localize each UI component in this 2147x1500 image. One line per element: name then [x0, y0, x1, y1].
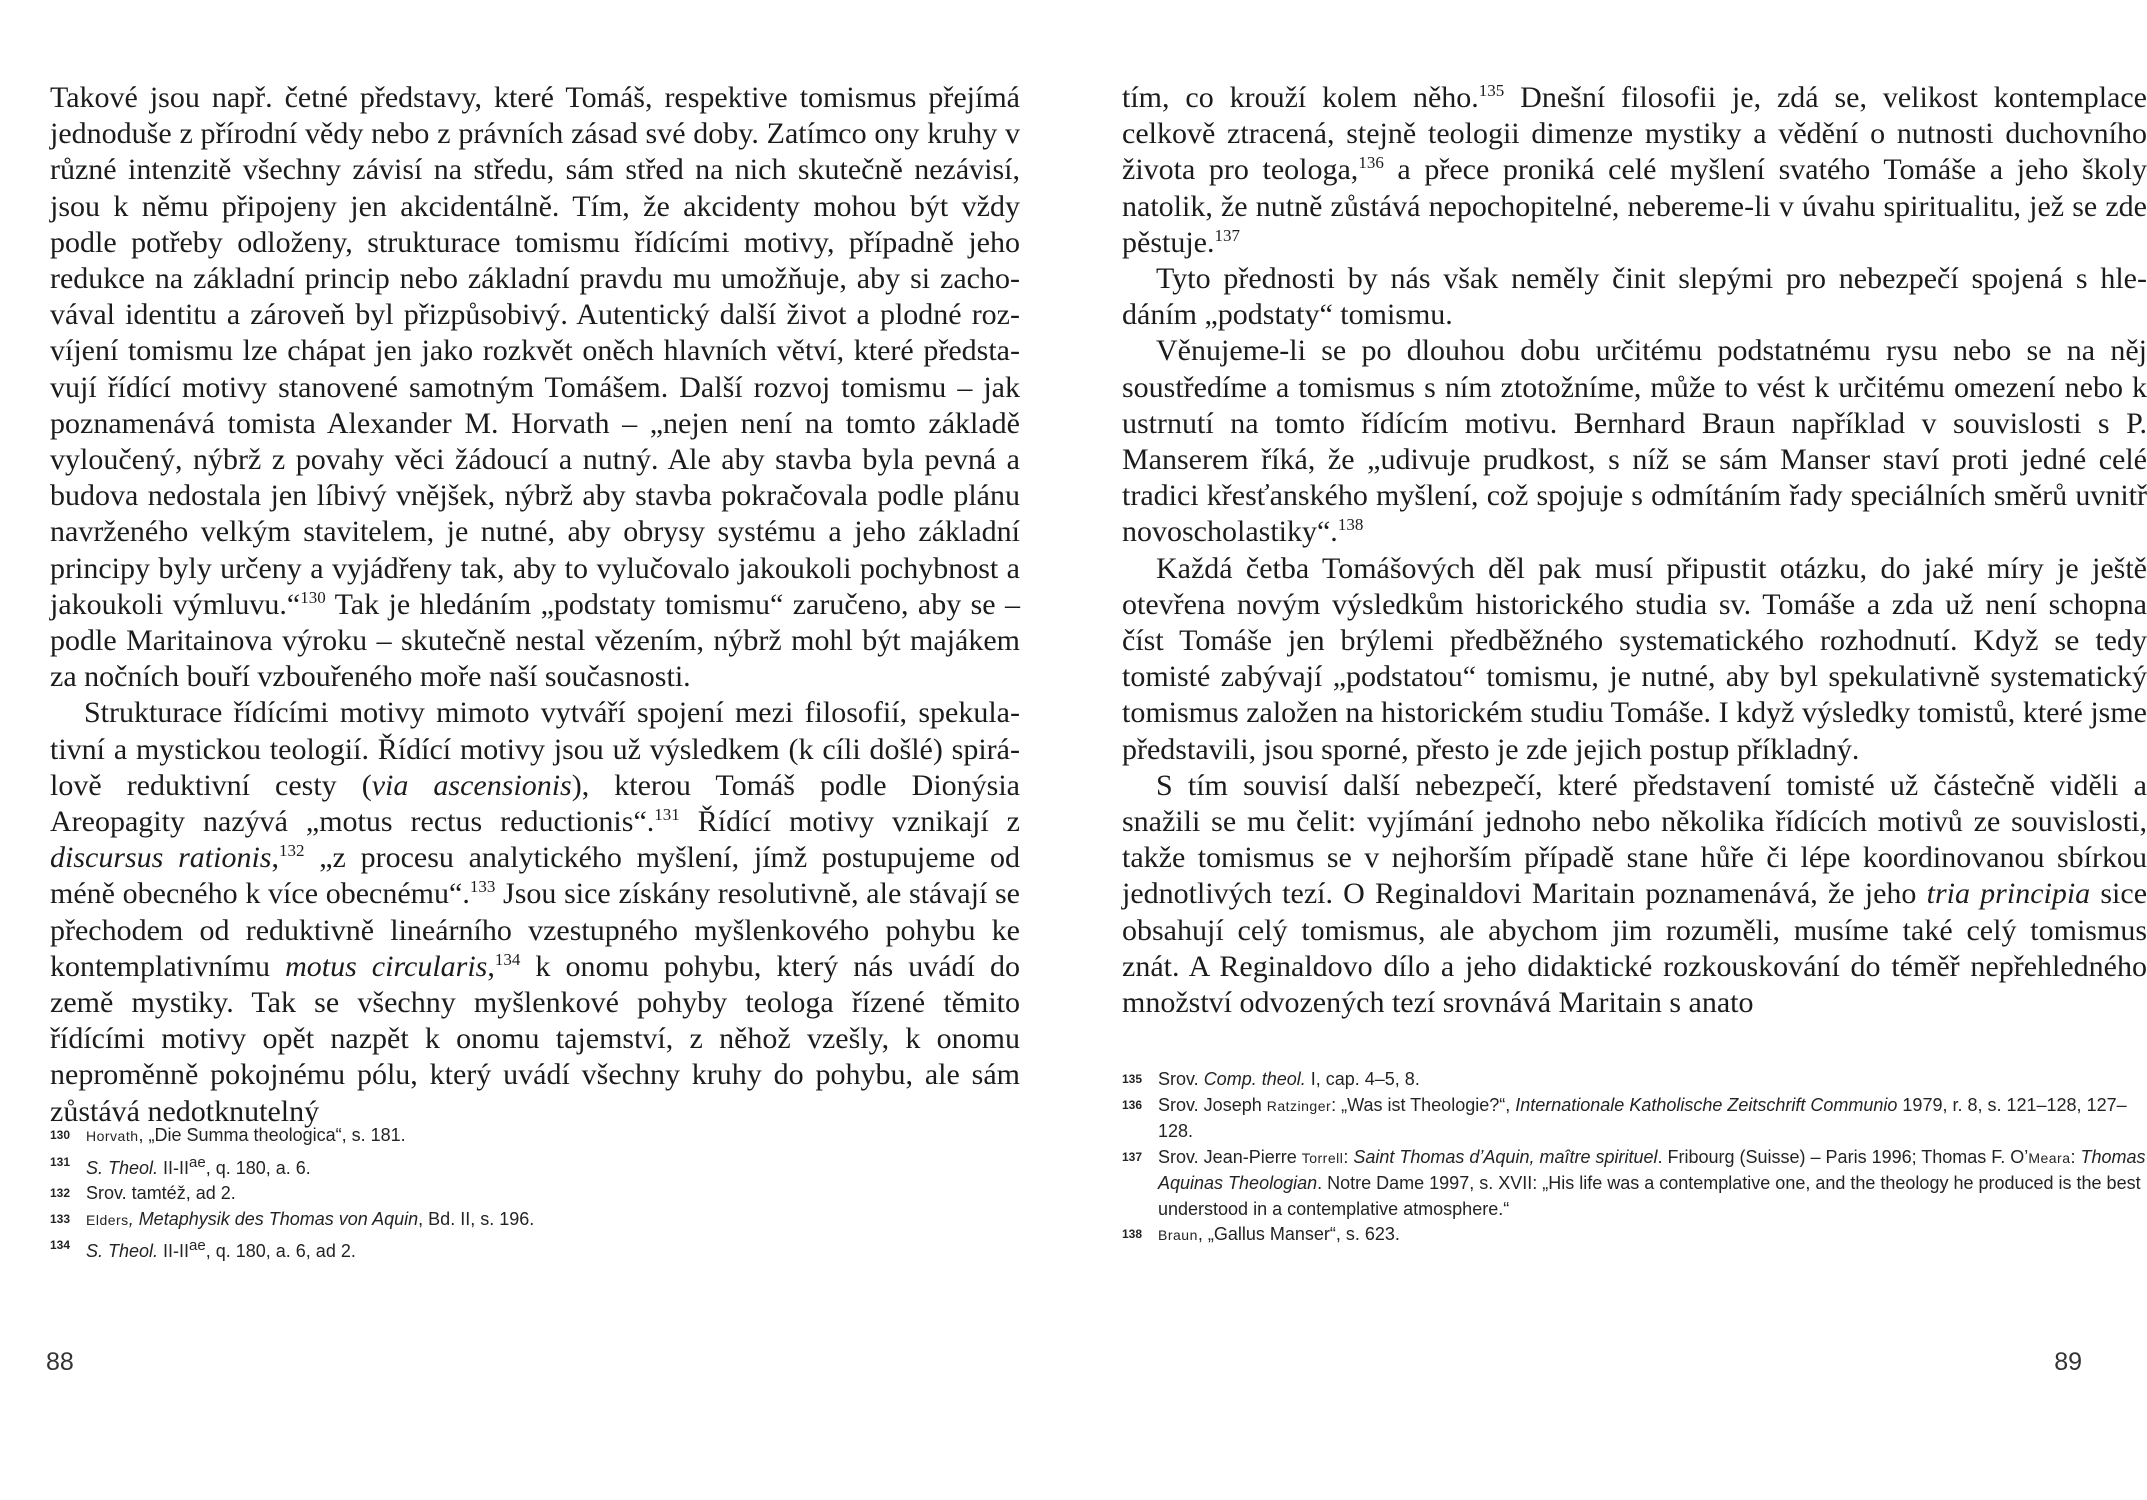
footnote-ref-136: 136 — [1358, 153, 1384, 173]
text-run: , — [487, 949, 495, 983]
text-run: Tyto přednosti by nás však neměly činit slepými pro nebezpečí spojená s hledáním „podstaty“ tomismu. — [1122, 262, 2147, 332]
text-run: Strukturace řídícími motivy mimoto vytváří spojení mezi filosofií, spekulativní a mystickou teologií. Řídící motivy jsou už výsledkem (k cíli došlé) spirálově reduktivní cesty ( — [50, 696, 1020, 802]
text-run: Jsou sice získány resolutivně, ale stávají se přechodem od reduktivně lineárního vzestupného myšlenkového pohybu ke kontemplativnímu — [50, 877, 1020, 983]
text-run: Takové jsou např. četné představy, které Tomáš, respektive tomismus přejímá jednoduše z přírodní vědy nebo z právních zásad své doby. Zatímco ony kruhy v různé intenzitě všechny závisí na středu, sám střed na nich skutečně nezávisí, jsou k němu připojeny jen akcidentálně. Tím, že akcidenty mohou být vždy podle potřeby odloženy, strukturace tomismu řídícími motivy, případně jeho redukce na základní princip nebo základní pravdu mu umožňuje, aby si zachovával identitu a zároveň byl přizpůsobivý. Autentický další život a plodné rozvíjení tomismu lze chápat jen jako rozkvět oněch hlavních větví, které představují řídící motivy stanovené samotným Tomášem. Další rozvoj tomismu – jak poznamenává tomista Alexander M. Horvath – „nejen není na tomto základě vyloučený, nýbrž z povahy věci žádoucí a nutný. Ale aby stavba byla pevná a budova nedostala jen líbivý vnějšek, nýbrž aby stavba pokračovala podle plánu navrženého velkým stavitelem, je nutné, aby obrysy systému a jeho základní principy byly určeny a vyjádřeny tak, aby to vylučovalo jakoukoli pochybnost a jakoukoli výmluvu.“ — [50, 81, 1020, 621]
page-number: 89 — [2054, 1348, 2082, 1376]
author-name: Braun — [1158, 1227, 1198, 1243]
footnote-number: 134 — [50, 1238, 71, 1252]
paragraph — [1122, 768, 2147, 1021]
footnote — [50, 1181, 1020, 1207]
work-title: S. Theol. — [86, 1241, 159, 1261]
footnote-number: 130 — [50, 1128, 71, 1142]
right-footnotes — [1122, 1067, 2147, 1249]
superscript: ae — [189, 1153, 206, 1171]
text-run: S tím souvisí další nebezpečí, které představení tomisté už částečně viděli a snažili se mu čelit: vyjímání jednoho nebo několika řídících motivů ze souvislosti, takže tomismus se v nejhorším případě stane hůře či lépe koordinovanou sbírkou jednotlivých tezí. O Reginaldovi Maritain poznamenává, že jeho — [1122, 768, 2147, 911]
footnote-text: Srov. Jean-Pierre — [1158, 1146, 1302, 1167]
footnote — [50, 1123, 1020, 1150]
footnote — [1122, 1093, 2147, 1145]
footnote-text: , Bd. II, s. 196. — [418, 1208, 535, 1229]
footnote-text: II-II — [158, 1241, 190, 1261]
left-footnotes — [50, 1123, 1020, 1265]
text-run: sice obsahují celý tomismus, ale abychom jim rozuměli, musíme také celý tomismus znát. A Reginaldovo dílo a jeho didaktické rozkouskování do téměř nepřehledného množství odvozených tezí srovnává Maritain s anato — [1122, 877, 2147, 1020]
text-run: Věnujeme-li se po dlouhou dobu určitému podstatnému rysu nebo se na něj soustředíme a tomismus s ním ztotožníme, může to vést k určitému omezení nebo k ustrnutí na tomto řídícím motivu. Bernhard Braun například v souvislosti s P. Manserem říká, že „udivuje prudkost, s níž se sám Manser staví proti jedné celé tradici křesťanského myšlení, což spojuje s odmítáním řady speciálních směrů uvnitř novoscholastiky“. — [1122, 334, 2147, 549]
footnote-ref-133: 133 — [469, 877, 496, 897]
footnote-ref-137: 137 — [1214, 225, 1240, 245]
footnote-text: , „Die Summa theologica“, s. 181. — [138, 1125, 406, 1145]
italic-term: via ascensionis — [371, 768, 572, 802]
paragraph — [1122, 333, 2147, 550]
footnote-number: 138 — [1122, 1227, 1143, 1241]
footnote-text: II-II — [158, 1157, 190, 1178]
footnote-ref-138: 138 — [1337, 515, 1364, 535]
author-name: Horvath — [86, 1128, 139, 1144]
superscript: ae — [189, 1237, 206, 1254]
text-run: Tak je hledáním „podstaty tomismu“ zaručeno, aby se – podle Maritainova výroku – skutečně nestal vězením, nýbrž mohl být majákem za nočních bouří vzbouřeného moře naší současnosti. — [50, 587, 1021, 694]
text-run: , — [271, 841, 279, 875]
footnote-number: 133 — [50, 1211, 71, 1226]
footnote-ref-134: 134 — [494, 949, 521, 969]
footnote — [50, 1150, 1020, 1182]
work-title: Thomas Aquinas Theologian — [1158, 1146, 2146, 1193]
footnote-text: Srov. tamtéž, ad 2. — [86, 1183, 236, 1203]
footnote-text: 1979, r. 8, s. 121–128, 127–128. — [1158, 1094, 2127, 1141]
footnote-text: Srov. — [1158, 1069, 1204, 1089]
italic-term: discursus rationis — [50, 841, 272, 875]
footnote-text: I, cap. 4–5, 8. — [1305, 1069, 1420, 1089]
paragraph — [1122, 261, 2147, 333]
footnote-text: : — [1343, 1146, 1354, 1167]
work-title: , Metaphysik des Thomas von Aquin — [128, 1208, 419, 1229]
footnote-ref-135: 135 — [1478, 81, 1505, 100]
footnote-text: , q. 180, a. 6. — [205, 1157, 311, 1178]
footnote — [1122, 1145, 2147, 1223]
work-title: Saint Thomas d’Aquin, maître spirituel — [1353, 1146, 1658, 1167]
footnote-text: , q. 180, a. 6, ad 2. — [205, 1241, 356, 1261]
footnote-text: , „Gallus Manser“, s. 623. — [1197, 1224, 1400, 1244]
text-run: Řídící motivy vznikají z — [679, 805, 1020, 839]
page-number: 88 — [46, 1348, 74, 1376]
italic-term: tria principia — [1926, 877, 2091, 911]
paragraph — [1122, 80, 2147, 261]
text-run: a přece proniká celé myšlení svatého Tomáše a jeho školy natolik, že nutně zůstává nepochopitelné, nebereme-li v úvahu spiritualitu, jež se zde pěstuje. — [1122, 153, 2147, 259]
text-run: ), kterou Tomáš podle Dionýsia Areopagity nazývá „motus rectus reductionis“. — [50, 768, 1020, 839]
footnote-ref-131: 131 — [654, 805, 680, 825]
right-body-text — [1122, 80, 2147, 1021]
footnote-text: . Notre Dame 1997, s. XVII: „His life was a contemplative one, and the theology he produced is the best understood in a contemplative atmosphere.“ — [1158, 1173, 2141, 1219]
footnote-number: 132 — [50, 1186, 71, 1200]
author-name: Meara — [2028, 1149, 2071, 1166]
footnote-number: 137 — [1122, 1149, 1143, 1164]
footnote — [50, 1233, 1020, 1265]
author-name: Elders — [86, 1211, 129, 1228]
footnote-text: Srov. Joseph — [1158, 1094, 1267, 1115]
footnote-text: : „Was ist Theologie?“, — [1331, 1094, 1516, 1115]
left-body-text — [50, 80, 1020, 1130]
footnote-text: . Fribourg (Suisse) – Paris 1996; Thomas F. O’ — [1657, 1146, 2029, 1167]
author-name: Ratzinger — [1266, 1097, 1332, 1114]
text-run: k onomu pohybu, který nás uvádí do země mystiky. Tak se všechny myšlenkové pohyby teologa řízené těmito řídícími motivy opět nazpět k onomu tajemství, z něhož vzešly, k onomu neproměnně pokojnému pólu, který uvádí všechny kruhy do pohybu, ale sám zůstává nedotknutelný — [50, 949, 1020, 1128]
footnote-number: 135 — [1122, 1072, 1143, 1086]
work-title: S. Theol. — [86, 1157, 159, 1178]
italic-term: motus circularis — [285, 949, 488, 983]
paragraph — [50, 695, 1020, 1129]
author-name: Torrell — [1301, 1149, 1344, 1166]
right-page — [1061, 0, 2147, 1500]
text-run: Dnešní filosofii je, zdá se, velikost kontemplace celkově ztracená, stejně teologii dimenze mystiky a vědění o nutnosti duchovního života pro teologa, — [1122, 81, 2147, 187]
footnote — [1122, 1222, 2147, 1249]
paragraph — [1122, 551, 2147, 768]
footnote-number: 131 — [50, 1154, 71, 1169]
footnote-text: : — [2070, 1146, 2081, 1167]
text-run: „z procesu analytického myšlení, jímž postupujeme od méně obecného k více obecnému“. — [50, 841, 1020, 911]
footnote-number: 136 — [1122, 1097, 1143, 1112]
text-run: tím, co krouží kolem něho. — [1122, 81, 1479, 114]
text-run: Každá četba Tomášových děl pak musí připustit otázku, do jaké míry je ještě otevřena novým výsledkům historického studia sv. Tomáše a zda už není schopna číst Tomáše jen brýlemi předběžného systematického rozhodnutí. Když se tedy tomisté zabývají „podstatou“ tomismu, je nutné, aby byl spekulativně systematický tomismus založen na historickém studiu Tomáše. I když výsledky tomistů, které jsme představili, jsou sporné, přesto je zde jejich postup příkladný. — [1122, 551, 2147, 766]
footnote-ref-132: 132 — [278, 841, 305, 861]
footnote — [1122, 1067, 2147, 1093]
footnote — [50, 1207, 1020, 1234]
work-title: Comp. theol. — [1203, 1069, 1306, 1089]
paragraph — [50, 80, 1020, 695]
footnote-ref-130: 130 — [300, 587, 326, 607]
work-title: Internationale Katholische Zeitschrift Communio — [1515, 1094, 1898, 1115]
left-page — [0, 0, 1061, 1500]
